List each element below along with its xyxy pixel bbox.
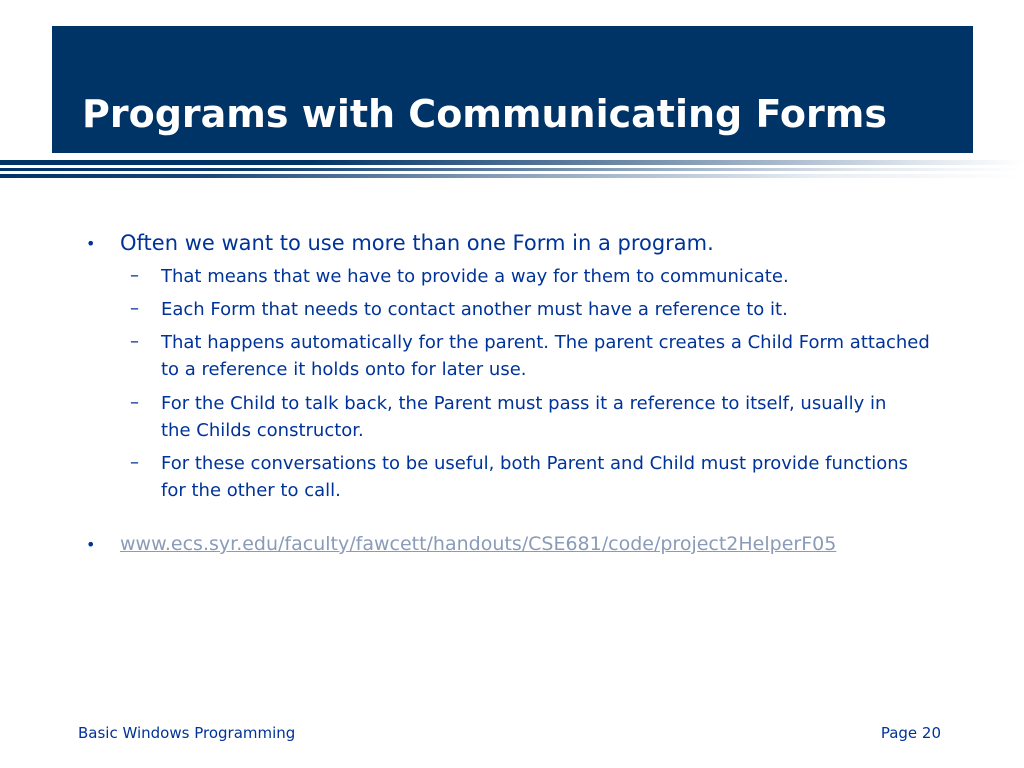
- footer-title: Basic Windows Programming: [78, 724, 296, 742]
- bullet-text: Often we want to use more than one Form in a program.: [120, 231, 714, 255]
- dash-icon: –: [130, 452, 139, 473]
- sub-bullet-text: For the Child to talk back, the Parent must pass it a reference to itself, usually in the Childs constructor.: [161, 393, 887, 441]
- sub-bullet-text: That means that we have to provide a way for them to communicate.: [161, 266, 789, 287]
- sub-bullet-text: For these conversations to be useful, both Parent and Child must provide functions for the other to call.: [161, 453, 909, 501]
- dash-icon: –: [130, 298, 139, 319]
- dash-icon: –: [130, 392, 139, 413]
- sub-bullet-text: That happens automatically for the parent. The parent creates a Child Form attached to a reference it holds onto for later use.: [161, 332, 930, 380]
- page-number: Page 20: [880, 724, 941, 742]
- slide-title: Programs with Communicating Forms: [82, 92, 887, 136]
- handout-link[interactable]: www.ecs.syr.edu/faculty/fawcett/handouts/CSE681/code/project2HelperF05: [120, 533, 837, 555]
- bullet-icon: •: [86, 535, 96, 554]
- bullet-icon: •: [86, 234, 96, 253]
- dash-icon: –: [130, 331, 139, 352]
- dash-icon: –: [130, 265, 139, 286]
- sub-bullet-text: Each Form that needs to contact another must have a reference to it.: [161, 299, 788, 320]
